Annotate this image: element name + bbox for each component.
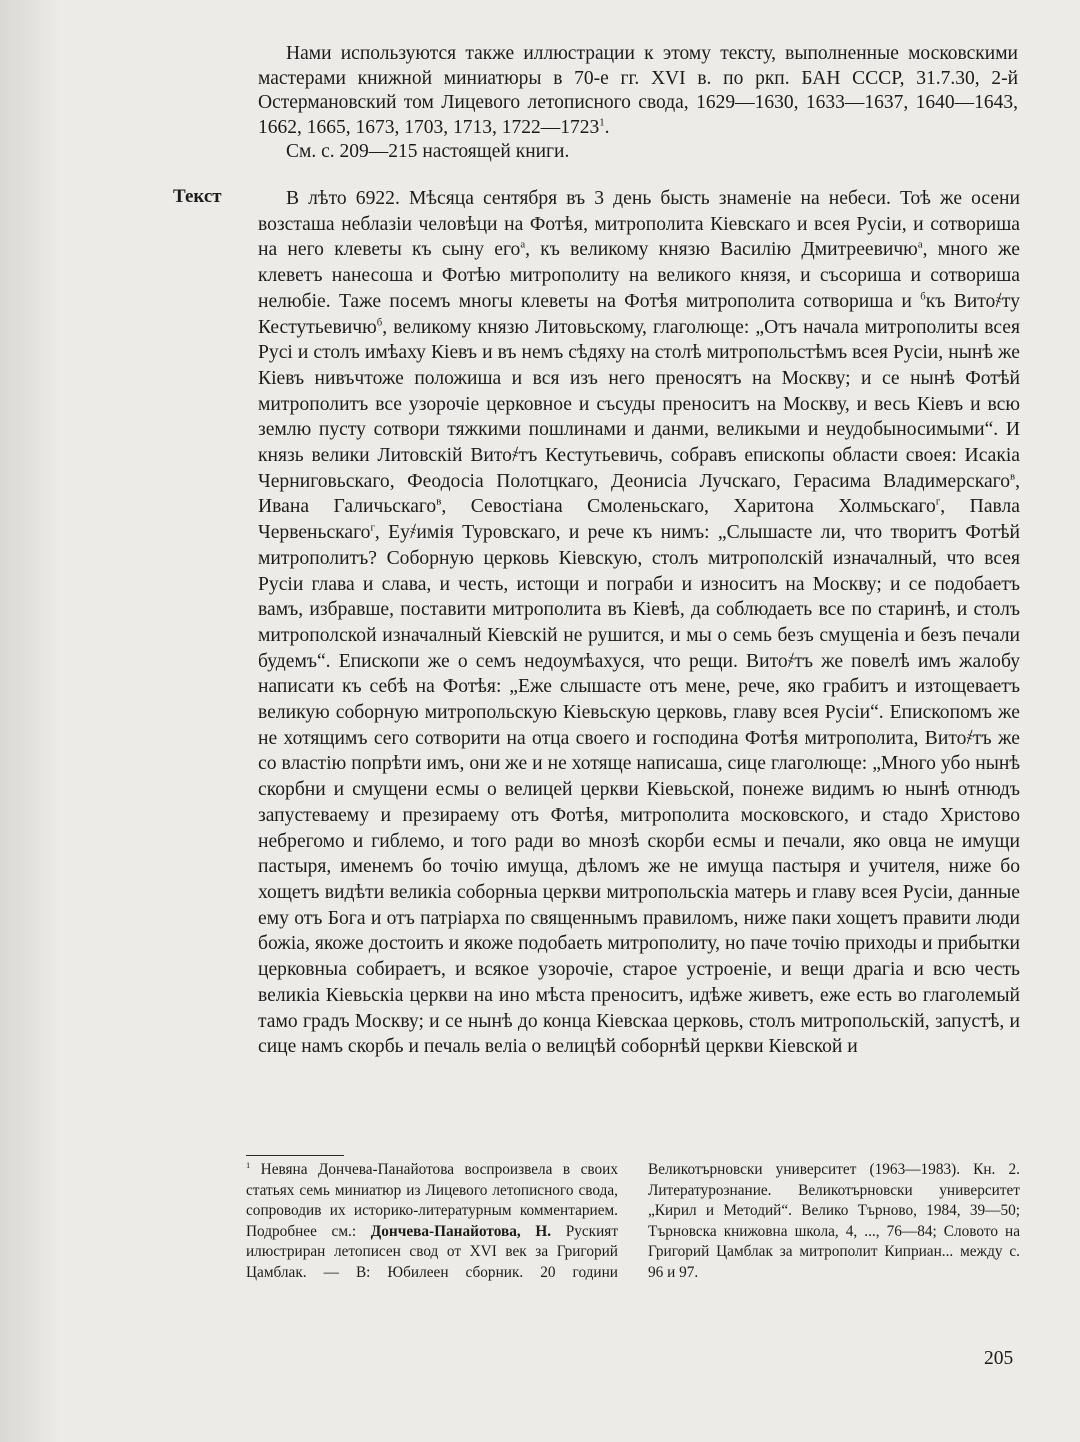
variant-note: г [935,495,941,508]
text-segment: , Еу҂имія Туровскаго, и рече къ нимъ: „Слышасте ли, что творитъ Фотѣй митрополитъ? Соборную церковь Кіевскую, столъ митрополскій изначалный, что всея Русіи глава и слава, и честь, истощи и пограби и износитъ на Москву; и се подобаетъ вамъ, избравше, поставити митрополита въ Кіевѣ, да соблюдаеть все по старинѣ, и столъ митрополской изначалный Кіевскій не рушится, и мы о семь безъ смущеніа и безъ печали будемъ“. Епископи же о семъ недоумѣахуся, что рещи. Вито҂тъ же повелѣ имъ жалобу написати къ себѣ на Фотѣя: „Еже слышасте отъ мене, рече, яко грабитъ и изтощеваетъ великую соборную митропольскую Кіевьскую церковь, главу всея Русіи“. Епископомъ же не хотящимъ сего сотворити на отца своего и господина Фотѣя митрополита, Вито҂тъ же со властію попрѣти имъ, они же и не хотяще написаша, сице глаголюще: „Много убо нынѣ скорбни и смущени есмы о велицей церкви Кіевьской, понеже видимъ ю нынѣ отнюдъ запустеваему и презираему отъ Фотѣя, митрополита московского, и стадо Христово небрегомо и гиблемо, и того ради во мнозѣ скорби есмы и печали, яко овца не имущи пастыря, именемъ бо точію имуща, дѣломъ же не имуща пастыря и учителя, ниже бо хощетъ видѣти великіа соборныа церкви митропольскіа матерь и главу всея Русіи, данные ему отъ Бога и отъ патріарха по священнымъ правиломъ, ниже паки хощетъ правити люди божіа, якоже достоить и якоже подобаеть митрополиту, но паче точію приходы и прибытки церковныа собираетъ, и всякое узорочіе, старое устроеніе, и вещи драгіа и всю честь великіа Кіевьскіа церкви на ино мѣста преноситъ, идѣже живетъ, еже есть во глаголемый тамо градъ Москву; и се нынѣ до конца Кіевскаа церковь, столъ митропольскій, запустѣ, и сице намъ скорбь и печаль веліа о велицѣй соборнѣй церкви Кіевской и [258,522,1020,1058]
footnote-text: Невяна Дончева-Панайотова воспроизвела в своих статьях семь миниатюр из Лицевого летописного свода, сопроводив их историко-литературным комментарием. Подробнее см.: [246,1161,618,1240]
text-segment: , Севостіана Смоленьскаго, Харитона Холмьскаго [441,496,936,518]
text-segment: В лѣто 6922. Мѣсяца сентября въ 3 день бысть знаменіе на небеси. Тоѣ же осени возсташа неблазіи человѣци на Фотѣя, митрополита Кіевскаго и всея Русіи, и сотвориша на него клеветы къ сыну его [258,188,1020,261]
intro-paragraph [258,42,1018,140]
text-segment: , Ивана Галичьскаго [258,470,1020,518]
text-segment: къ Вито҂ту Кестутьевичю [258,290,1020,338]
intro-text: Нами используются также иллюстрации к этому тексту, выполненные московскими мастерами книжной миниатюры в 70-е гг. XVI в. по ркп. БАН СССР, 31.7.30, 2-й Остермановский том Лицевого летописного свода, 1629—1630, 1633—1637, 1640—1643, 1662, 1665, 1673, 1703, 1713, 1722—1723 [258,43,1018,138]
page-number: 205 [984,1348,1014,1369]
variant-note: б [920,290,926,303]
variant-note: г [370,521,375,534]
chronicle-text [258,186,1020,1060]
page-edge-shadow [0,0,60,1442]
section-label: Текст [173,186,222,207]
footnote-text-cont: Руският илюстриран летописен свод от XVI век за Григорий Цамблак. — В: Юбилеен сборник. 20 години Великотърновски университет (1963—1983). Кн. 2. Литературознание. Великотърновски университет „Кирил и Методий“. Велико Търново, 1984, 39—50; Търновска книжовна школа, 4, ..., 76—84; Словото на Григорий Цамблак за митрополит Киприан... между с. 96 и 97. [246,1161,1020,1281]
variant-note: в [436,495,442,508]
footnote-number: 1 [246,1160,251,1170]
text-segment: , Павла Червеньскаго [258,496,1020,544]
variant-note: а [917,238,923,251]
footnote-author: Дончева-Панайотова, Н. [370,1222,552,1240]
variant-note: а [520,238,526,251]
footnote-column-left [246,1160,1020,1324]
footnote-ref: 1 [599,116,605,129]
intro-section [258,42,1018,165]
variant-note: в [1010,470,1016,483]
intro-end: . [604,116,610,138]
footnote-divider [246,1155,344,1156]
variant-note: б [376,315,383,328]
text-segment: , къ великому князю Василію Дмитреевичю [525,239,918,261]
text-segment: , много же клеветъ нанесоша и Фотѣю митрополиту на великого князя, и съсориша и сотвориша нелюбіе. Таже посемъ многы клеветы на Фотѣя митрополита сотвориша и [258,239,1021,312]
intro-reference: См. с. 209—215 настоящей книги. [286,141,570,163]
text-segment: , великому князю Литовьскому, глаголюще: „Отъ начала митрополиты всея Русі и столъ имѣаху Кіевъ и въ немъ сѣдяху на столѣ митропольстѣмъ всея Русіи, нынѣ же Кіевъ нивъчтоже положиша и вся изъ него преносятъ на Москву; и се нынѣ Фотѣй митрополитъ все узорочіе церковное и съсуды преноситъ на Москву, и весь Кіевъ и всю землю пусту сотвори тяжкими пошлинами и данми, великыми и неудобыносимыми“. И князь велики Литовскій Вито҂тъ Кестутьевичь, собравъ епископы области своея: Исакіа Черниговьскаго, Феодосіа Полотцкаго, Деонисіа Лучскаго, Герасима Владимерскаго [258,316,1020,492]
